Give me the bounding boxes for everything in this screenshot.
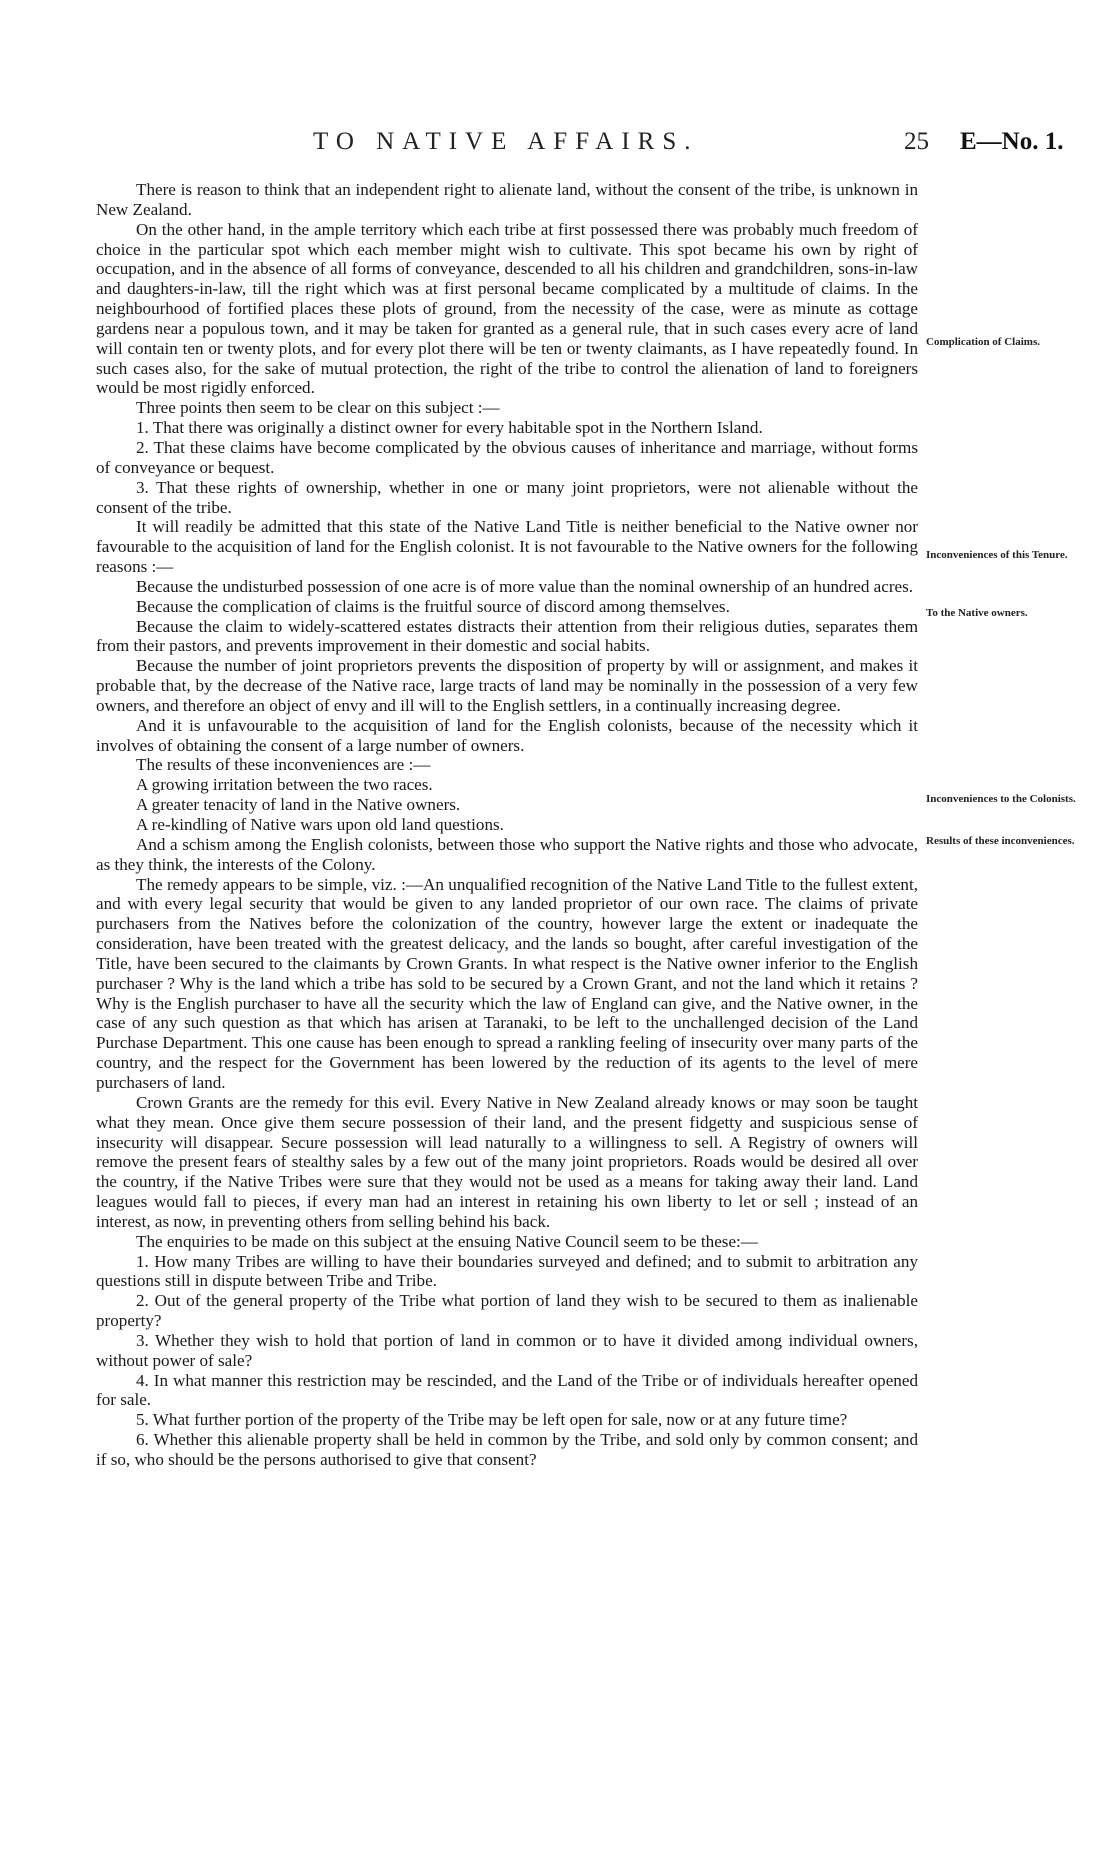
enquiry-item: 6. Whether this alienable property shall be held in common by the Tribe, and sold only by common consent; and if so, who should be the persons authorised to give that consent? <box>96 1430 918 1469</box>
paragraph: Because the claim to widely-scattered estates distracts their attention from their religious duties, separates them from their pastors, and prevents improvement in their domestic and social habits. <box>96 616 918 656</box>
paragraph: The results of these inconveniences are :— <box>136 755 431 775</box>
enquiry-item: 3. Whether they wish to hold that portion of land in common or to have it divided among individual owners, without power of sale? <box>96 1330 918 1370</box>
numbered-point: 1. That there was originally a distinct owner for every habitable spot in the Northern Island. <box>136 418 763 438</box>
sidenote-to-native-owners: To the Native owners. <box>926 607 1028 619</box>
enquiry-item: 5. What further portion of the property of the Tribe may be left open for sale, now or at any future time? <box>136 1410 848 1430</box>
numbered-point: 3. That these rights of ownership, whether in one or many joint proprietors, were not alienable without the consent of the tribe. <box>96 477 918 517</box>
result-item: A re-kindling of Native wars upon old land questions. <box>136 815 504 834</box>
paragraph: The remedy appears to be simple, viz. :—An unqualified recognition of the Native Land Title to the fullest extent, and with every legal security that would be given to any landed proprietor of our own race. The claims of private purchasers from the Natives before the colonization of the country, however large the extent or inadequate the consideration, have been treated with the greatest delicacy, and the lands so bought, after careful investigation of the Title, have been secured to the claimants by Crown Grants. In what respect is the Native owner inferior to the English purchaser ? Why is the land which a tribe has sold to be secured by a Crown Grant, and not the land which it retains ? Why is the English purchaser to have all the security which the law of England can give, and the Native owner, in the case of any such question as that which has arisen at Taranaki, to be left to the unchallenged decision of the Land Purchase Department. This one cause has been enough to spread a rankling feeling of insecurity over many parts of the country, and the respect for the Government has been lowered by the reduction of its agents to the level of mere purchasers of land. <box>96 874 918 1092</box>
sidenote-inconveniences-to-colonists: Inconveniences to the Colonists. <box>926 793 1076 805</box>
body-text <box>96 180 918 1470</box>
sidenote-inconveniences-of-tenure: Inconveniences of this Tenure. <box>926 549 1068 561</box>
page-number: 25 <box>904 128 929 155</box>
enquiry-item: 4. In what manner this restriction may be rescinded, and the Land of the Tribe or of individuals hereafter opened for sale. <box>96 1370 918 1410</box>
paragraph: There is reason to think that an independent right to alienate land, without the consent of the tribe, is unknown in New Zealand. <box>96 180 918 219</box>
paragraph: Because the number of joint proprietors prevents the disposition of property by will or assignment, and makes it probable that, by the decrease of the Native race, large tracts of land may be nominally in the possession of a very few owners, and therefore an object of envy and ill will to the English settlers, in a continually increasing degree. <box>96 656 918 715</box>
paragraph: Three points then seem to be clear on this subject :— <box>136 398 500 418</box>
result-item: A greater tenacity of land in the Native owners. <box>136 795 461 815</box>
enquiry-item: 1. How many Tribes are willing to have their boundaries surveyed and defined; and to submit to arbitration any questions still in dispute between Tribe and Tribe. <box>96 1251 918 1291</box>
result-item: A growing irritation between the two races. <box>136 775 433 795</box>
paragraph: And a schism among the English colonists, between those who support the Native rights and those who advocate, as they think, the interests of the Colony. <box>96 834 918 874</box>
paragraph: On the other hand, in the ample territory which each tribe at first possessed there was probably much freedom of choice in the particular spot which each member might wish to cultivate. This spot became his own by right of occupation, and in the absence of all forms of conveyance, descended to all his children and grandchildren, sons-in-law and daughters-in-law, till the right which was at first personal became complicated by a multitude of claims. In the neighbourhood of fortified places these plots of ground, from the necessity of the case, were as minute as cottage gardens near a populous town, and it may be taken for granted as a general rule, that in such cases every acre of land will contain ten or twenty plots, and for every plot there will be ten or twenty claimants, as I have repeatedly found. In such cases also, for the sake of mutual protection, the right of the tribe to control the alienation of land to foreigners would be most rigidly enforced. <box>96 219 918 398</box>
document-reference: E—No. 1. <box>960 128 1064 155</box>
paragraph: Because the undisturbed possession of one acre is of more value than the nominal ownership of an hundred acres. <box>136 576 914 596</box>
paragraph: It will readily be admitted that this state of the Native Land Title is neither beneficial to the Native owner nor favourable to the acquisition of land for the English colonist. It is not favourable to the Native owners for the following reasons :— <box>96 517 918 577</box>
sidenote-results-of-inconveniences: Results of these inconveniences. <box>926 835 1075 847</box>
running-head: TO NATIVE AFFAIRS. <box>313 128 699 155</box>
paragraph: Crown Grants are the remedy for this evil. Every Native in New Zealand already knows or may soon be taught what they mean. Once give them secure possession of their land, and the present fidgetty and suspicious sense of insecurity will disappear. Secure possession will lead naturally to a willingness to sell. A Registry of owners will remove the present fears of stealthy sales by a few out of the many joint proprietors. Roads would be desired all over the country, if the Native Tribes were sure that they would not be used as a means for taking away their land. Land leagues would fall to pieces, if every man had an interest in retaining his own liberty to let or sell ; instead of an interest, as now, in preventing others from selling behind his back. <box>96 1092 918 1231</box>
page-header <box>0 128 1114 168</box>
enquiry-item: 2. Out of the general property of the Tribe what portion of land they wish to be secured to them as inalienable property? <box>96 1291 918 1331</box>
paragraph: The enquiries to be made on this subject at the ensuing Native Council seem to be these:— <box>136 1231 758 1251</box>
sidenote-complication-of-claims: Complication of Claims. <box>926 336 1040 348</box>
paragraph: And it is unfavourable to the acquisition of land for the English colonists, because of the necessity which it involves of obtaining the consent of a large number of owners. <box>96 715 918 755</box>
numbered-point: 2. That these claims have become complicated by the obvious causes of inheritance and marriage, without forms of conveyance or bequest. <box>96 437 918 477</box>
paragraph: Because the complication of claims is the fruitful source of discord among themselves. <box>136 596 730 616</box>
